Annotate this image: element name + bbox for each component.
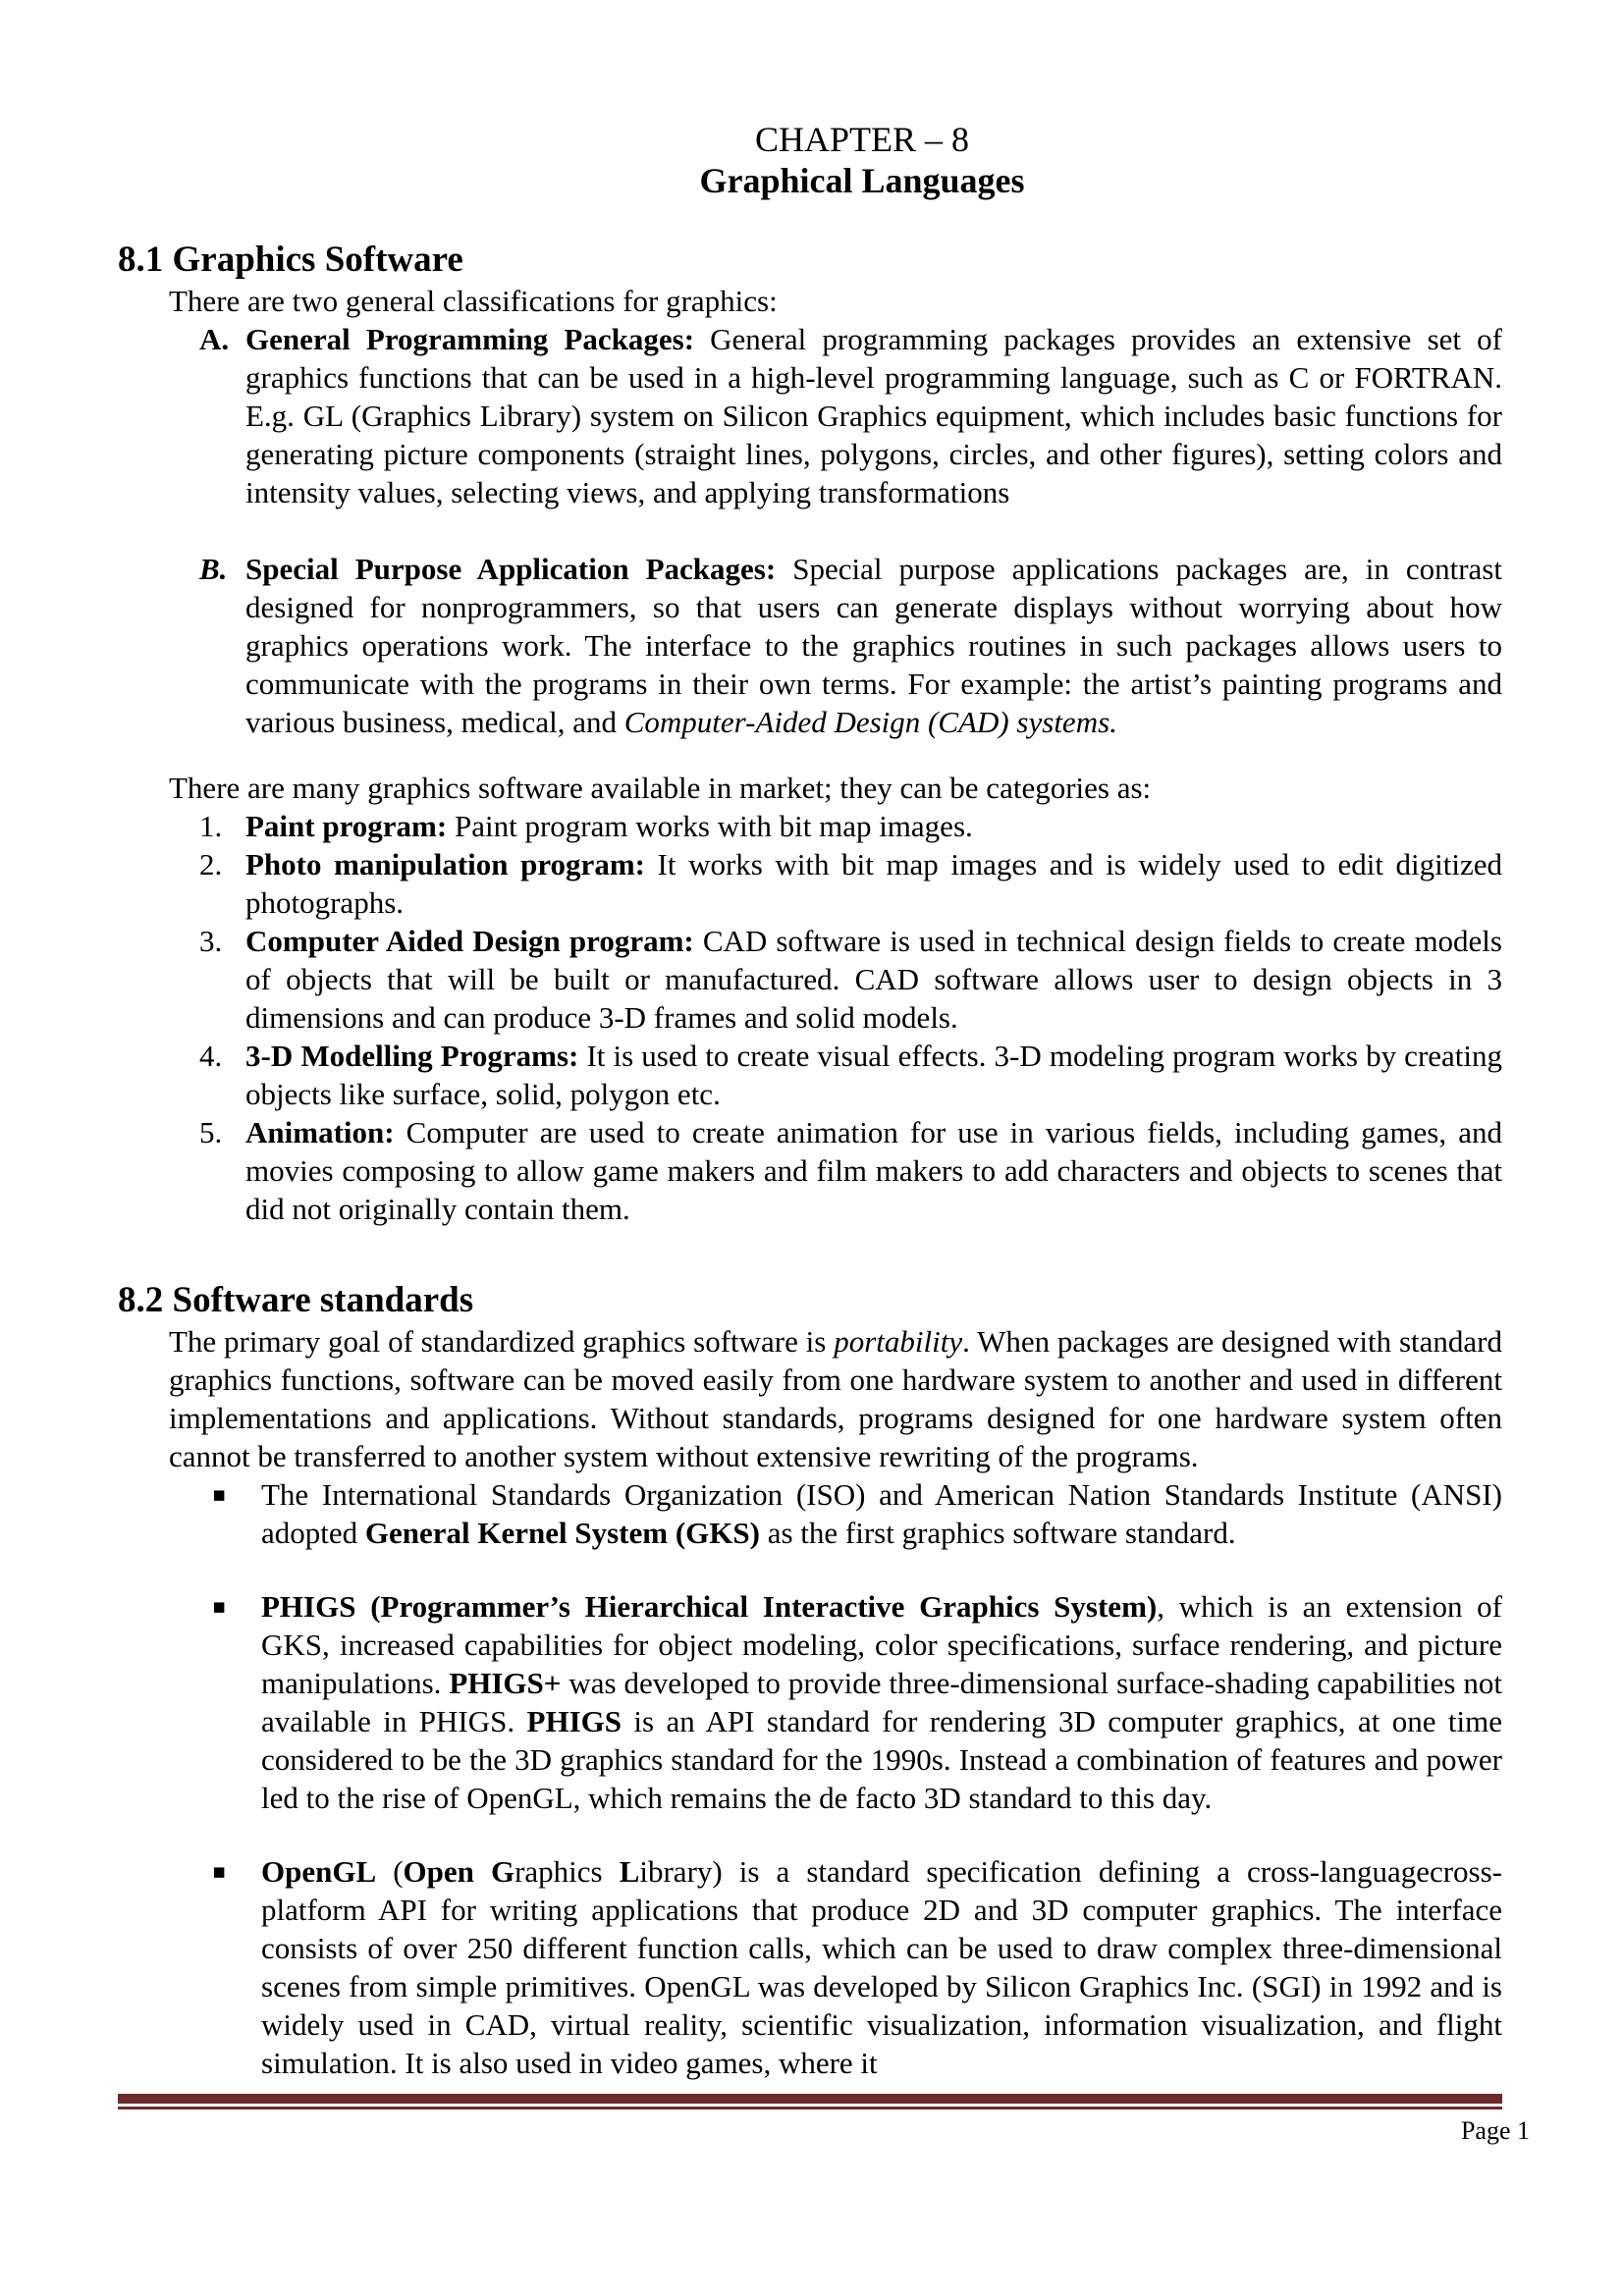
phigs-text-2: was developed to provide three-dimensional surface-shading capabilities not available in PHIGS. — [261, 1666, 1502, 1738]
category-item-5 — [199, 1113, 1502, 1228]
section-8-1-heading: 8.1 Graphics Software — [118, 240, 463, 280]
bullet-item-phigs — [212, 1587, 1503, 1817]
category-number-1: 1. — [199, 809, 223, 843]
bullet-item-gks — [212, 1475, 1502, 1552]
category-item-3 — [199, 922, 1502, 1037]
list-marker-a: A. — [199, 322, 230, 356]
category-text-5: Computer are used to create animation for use in various fields, including games, and movies composing to allow game makers and film makers to add characters and objects to scenes that did not originally contain them. — [245, 1115, 1502, 1226]
category-label-4: 3-D Modelling Programs: — [245, 1039, 579, 1073]
category-label-1: Paint program: — [245, 809, 448, 843]
category-number-5: 5. — [199, 1115, 223, 1149]
list-marker-b: B. — [199, 552, 228, 586]
opengl-text-3: raphics — [514, 1854, 620, 1889]
footer-rule-thin — [118, 2107, 1502, 2109]
opengl-bold: OpenGL — [261, 1854, 377, 1889]
category-item-4 — [199, 1037, 1503, 1113]
square-bullet-icon: ▪ — [212, 1482, 227, 1506]
category-label-2: Photo manipulation program: — [245, 847, 645, 881]
list-item-a — [199, 320, 1502, 511]
page-footer — [118, 2094, 1530, 2148]
opengl-open-bold: Open — [403, 1854, 474, 1889]
document-content — [118, 0, 1530, 2148]
category-number-3: 3. — [199, 924, 223, 958]
opengl-text-1: ( — [376, 1854, 404, 1889]
phigs-plus-bold: PHIGS+ — [449, 1666, 562, 1700]
phigs-bold-2: PHIGS — [526, 1704, 622, 1738]
opengl-g-bold: G — [490, 1854, 515, 1889]
item-a-text: General programming packages provides an extensive set of graphics functions that can be used in a high-level programming language, such as C or FORTRAN. E.g. GL (Graphics Library) system on Silicon Graphics equipment, which includes basic functions for generating picture components (straight lines, polygons, circles, and other figures), setting colors and intensity values, selecting views, and applying transformations — [245, 322, 1502, 509]
chapter-title-block — [170, 119, 1554, 201]
chapter-name-line: Graphical Languages — [699, 161, 1025, 200]
square-bullet-icon: ▪ — [212, 1594, 227, 1618]
opengl-l-bold: L — [619, 1854, 640, 1889]
category-number-2: 2. — [199, 847, 223, 881]
category-number-4: 4. — [199, 1039, 223, 1073]
section-8-2-heading: 8.2 Software standards — [118, 1280, 474, 1320]
category-text-4: It is used to create visual effects. 3-D modeling program works by creating objects like surface, solid, polygon etc. — [245, 1039, 1503, 1111]
item-b-text: Special purpose applications packages are, in contrast designed for nonprogrammers, so that users can generate displays without worrying about how graphics operations work. The interface to the graphics routines in such packages allows users to communicate with the programs in their own terms. For example: the artist’s painting programs and various business, medical, and — [245, 552, 1502, 739]
phigs-text-3: is an API standard for rendering 3D computer graphics, at one time considered to be the 3D graphics standard for the 1990s. Instead a combination of features and power led to the rise of OpenGL, which remains the de facto 3D standard to this day. — [261, 1704, 1502, 1815]
category-text-3: CAD software is used in technical design fields to create models of objects that will be built or manufactured. CAD software allows user to design objects in 3 dimensions and can produce 3-D frames and solid models. — [245, 924, 1502, 1035]
category-item-1 — [199, 807, 1502, 845]
phigs-bold-title: PHIGS (Programmer’s Hierarchical Interactive Graphics System) — [261, 1589, 1158, 1624]
item-b-italic-text: Computer-Aided Design (CAD) systems. — [623, 705, 1117, 739]
category-text-2: It works with bit map images and is widely used to edit digitized photographs. — [245, 847, 1502, 920]
footer-rule-thick — [118, 2094, 1502, 2104]
phigs-text-1: , which is an extension of GKS, increased capabilities for object modeling, color specifications, surface rendering, and picture manipulations. — [261, 1589, 1503, 1700]
gks-text-lead: The International Standards Organization (ISO) and American Nation Standards Institute (ANSI) adopted — [261, 1477, 1502, 1550]
s82-para-italic: portability — [834, 1324, 963, 1359]
category-item-2 — [199, 845, 1502, 922]
gks-text-tail: as the first graphics software standard. — [759, 1516, 1236, 1550]
item-b-label: Special Purpose Application Packages: — [245, 552, 777, 586]
gks-bold: General Kernel System (GKS) — [364, 1516, 760, 1550]
bullet-item-opengl — [212, 1852, 1502, 2082]
page-number: Page 1 — [1460, 2116, 1530, 2145]
category-text-1: Paint program works with bit map images. — [447, 809, 973, 843]
chapter-number-line: CHAPTER – 8 — [754, 120, 970, 159]
categories-intro: There are many graphics software available in market; they can be categories as: — [169, 771, 1152, 805]
square-bullet-icon: ▪ — [212, 1859, 227, 1883]
section-8-1-intro: There are two general classifications for graphics: — [169, 284, 778, 318]
s82-para-tail: . When packages are designed with standard graphics functions, software can be moved easily from one hardware system to another and used in different implementations and applications. Without standards, programs designed for one hardware system often cannot be transferred to another system without extensive rewriting of the programs. — [169, 1324, 1502, 1473]
opengl-text-2 — [474, 1854, 491, 1889]
opengl-text-4: ibrary) is a standard specification defining a cross-languagecross-platform API for writing applications that produce 2D and 3D computer graphics. The interface consists of over 250 different function calls, which can be used to draw complex three-dimensional scenes from simple primitives. OpenGL was developed by Silicon Graphics Inc. (SGI) in 1992 and is widely used in CAD, virtual reality, scientific visualization, information visualization, and flight simulation. It is also used in video games, where it — [261, 1854, 1502, 2080]
s82-para-lead: The primary goal of standardized graphics software is — [169, 1324, 835, 1359]
section-8-2-paragraph — [169, 1322, 1502, 1475]
category-label-5: Animation: — [245, 1115, 395, 1149]
list-item-b — [199, 550, 1502, 741]
item-a-label: General Programming Packages: — [245, 322, 695, 356]
category-label-3: Computer Aided Design program: — [245, 924, 694, 958]
